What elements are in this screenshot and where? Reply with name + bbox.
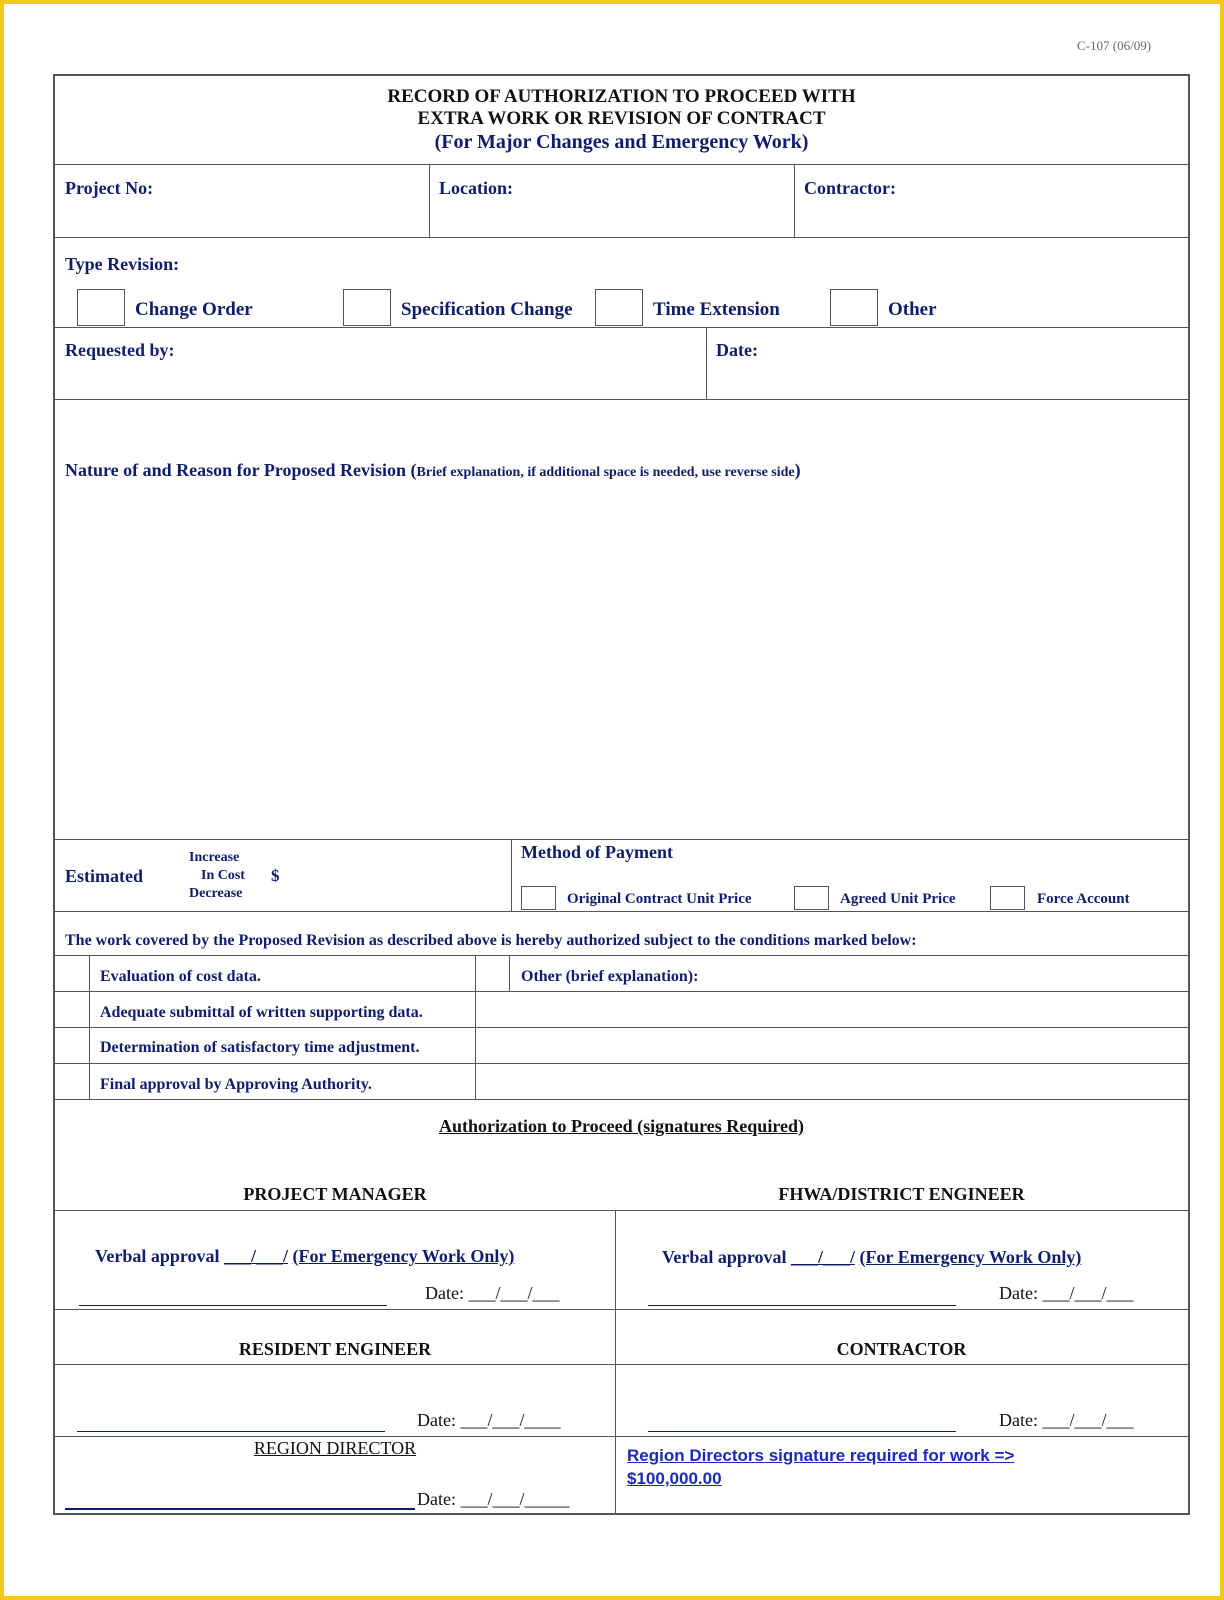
form-title-line2: EXTRA WORK OR REVISION OF CONTRACT xyxy=(417,108,826,129)
condition-checkbox-2[interactable] xyxy=(55,991,90,1027)
divider-sig-head1 xyxy=(55,1210,1188,1211)
original-contract-unit-price-checkbox[interactable] xyxy=(521,886,556,910)
change-order-checkbox[interactable] xyxy=(77,289,125,326)
nature-note: Brief explanation, if additional space is needed, use reverse side xyxy=(416,465,795,480)
divider-cond2 xyxy=(55,1027,1188,1028)
change-order-label: Change Order xyxy=(135,299,253,320)
fhwa-signature-line[interactable] xyxy=(648,1305,956,1306)
contractor-label: Contractor: xyxy=(804,178,896,198)
specification-change-checkbox[interactable] xyxy=(343,289,391,326)
specification-change-label: Specification Change xyxy=(401,299,573,320)
divider-v-payment xyxy=(511,839,512,911)
other-condition-checkbox[interactable] xyxy=(475,955,510,991)
divider-cond3 xyxy=(55,1063,1188,1064)
divider-estimated xyxy=(55,911,1188,912)
other-revision-label: Other xyxy=(888,299,937,320)
agreed-unit-price-label: Agreed Unit Price xyxy=(840,891,956,907)
pm-verbal-approval: Verbal approval ___/___/ (For Emergency Work Only) xyxy=(95,1246,515,1266)
requested-by-label: Requested by: xyxy=(65,340,175,360)
region-note-amount: $100,000.00 xyxy=(627,1469,722,1488)
condition-1-label: Evaluation of cost data. xyxy=(100,968,261,985)
time-extension-label: Time Extension xyxy=(653,299,780,320)
fhwa-role: FHWA/DISTRICT ENGINEER xyxy=(778,1184,1025,1204)
condition-3-label: Determination of satisfactory time adjustment. xyxy=(100,1039,420,1056)
project-manager-role: PROJECT MANAGER xyxy=(243,1184,427,1204)
form-subtitle: (For Major Changes and Emergency Work) xyxy=(434,131,809,153)
fhwa-date[interactable]: Date: ___/___/___ xyxy=(999,1283,1134,1303)
other-condition-label: Other (brief explanation): xyxy=(521,968,699,985)
project-no-label: Project No: xyxy=(65,178,154,198)
form-title-line1: RECORD OF AUTHORIZATION TO PROCEED WITH xyxy=(387,86,856,107)
resident-engineer-role: RESIDENT ENGINEER xyxy=(238,1339,432,1359)
signatures-heading: Authorization to Proceed (signatures Required) xyxy=(439,1116,804,1136)
requested-date-label: Date: xyxy=(716,340,758,360)
time-extension-checkbox[interactable] xyxy=(595,289,643,326)
divider-cond1 xyxy=(55,991,1188,992)
divider-v-date xyxy=(706,327,707,399)
other-revision-checkbox[interactable] xyxy=(830,289,878,326)
dollar-sign: $ xyxy=(271,866,280,885)
condition-checkbox-1[interactable] xyxy=(55,955,90,991)
method-of-payment-label: Method of Payment xyxy=(521,842,673,862)
pm-date[interactable]: Date: ___/___/___ xyxy=(425,1283,560,1303)
nature-label: Nature of and Reason for Proposed Revision (Brief explanation, if additional space is needed, use reverse side) xyxy=(65,460,801,480)
divider-type xyxy=(55,327,1188,328)
authorization-form xyxy=(53,74,1190,1515)
contractor-date[interactable]: Date: ___/___/___ xyxy=(999,1410,1134,1430)
estimated-label: Estimated xyxy=(65,866,143,886)
pm-signature-line[interactable] xyxy=(79,1305,387,1306)
region-note-line1: Region Directors signature required for work => xyxy=(627,1446,1015,1465)
divider-header xyxy=(55,164,1188,165)
contractor-signature-line[interactable] xyxy=(648,1431,956,1432)
divider-v-location xyxy=(429,164,430,237)
fhwa-verbal-approval: Verbal approval ___/___/ (For Emergency Work Only) xyxy=(662,1247,1082,1267)
decrease-label: Decrease xyxy=(189,886,243,901)
divider-v-contractor xyxy=(794,164,795,237)
in-cost-label: In Cost xyxy=(201,868,245,883)
condition-4-label: Final approval by Approving Authority. xyxy=(100,1076,372,1093)
divider-sig-row2 xyxy=(55,1436,1188,1437)
region-director-signature-line[interactable] xyxy=(65,1508,415,1510)
divider-sig-row1 xyxy=(55,1309,1188,1310)
divider-sig-head2 xyxy=(55,1364,1188,1365)
condition-checkbox-3[interactable] xyxy=(55,1027,90,1063)
condition-2-label: Adequate submittal of written supporting data. xyxy=(100,1004,423,1021)
authorization-statement: The work covered by the Proposed Revision as described above is hereby authorized subject to the conditions marked below: xyxy=(65,932,917,949)
form-code: C-107 (06/09) xyxy=(1077,38,1152,53)
original-contract-unit-price-label: Original Contract Unit Price xyxy=(567,891,752,907)
force-account-label: Force Account xyxy=(1037,891,1130,907)
divider-statement xyxy=(55,955,1188,956)
divider-cond4 xyxy=(55,1099,1188,1100)
agreed-unit-price-checkbox[interactable] xyxy=(794,886,829,910)
condition-checkbox-4[interactable] xyxy=(55,1063,90,1099)
region-director-role: REGION DIRECTOR xyxy=(253,1438,417,1458)
divider-nature xyxy=(55,839,1188,840)
resident-engineer-signature-line[interactable] xyxy=(77,1431,385,1432)
type-revision-label: Type Revision: xyxy=(65,254,180,274)
increase-label: Increase xyxy=(189,850,240,865)
resident-engineer-date[interactable]: Date: ___/___/____ xyxy=(417,1410,561,1430)
divider-project xyxy=(55,237,1188,238)
region-director-date[interactable]: Date: ___/___/_____ xyxy=(417,1489,570,1509)
divider-requested xyxy=(55,399,1188,400)
contractor-role: CONTRACTOR xyxy=(836,1339,967,1359)
force-account-checkbox[interactable] xyxy=(990,886,1025,910)
divider-v-signatures xyxy=(615,1210,616,1513)
location-label: Location: xyxy=(439,178,513,198)
